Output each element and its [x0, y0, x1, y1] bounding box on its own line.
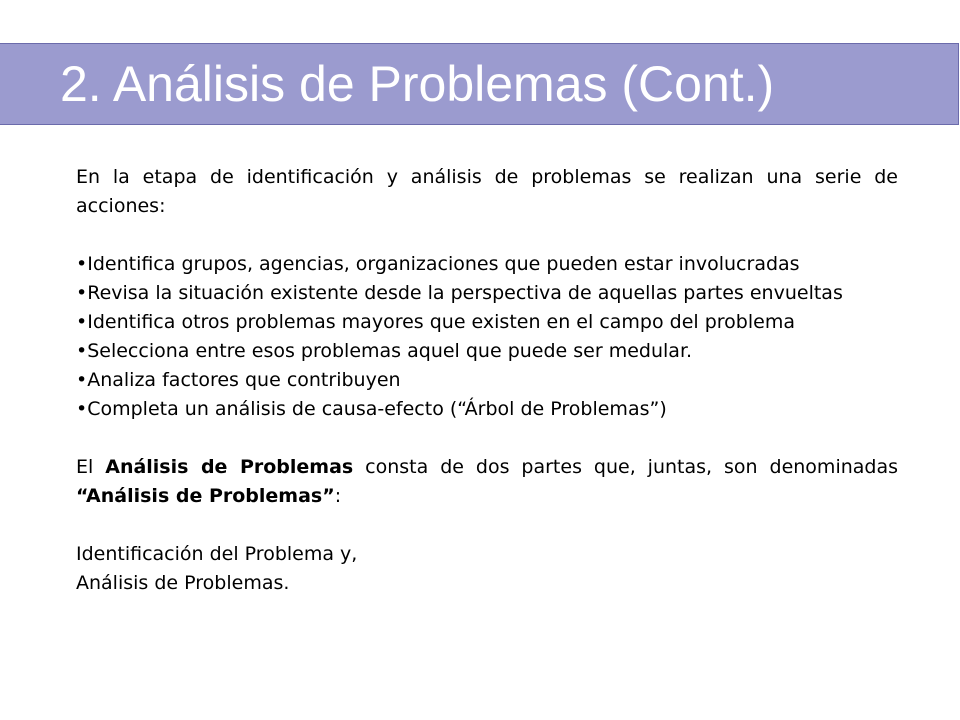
part-line: Análisis de Problemas. — [76, 572, 290, 594]
bullet-text: Identifica grupos, agencias, organizaciones que pueden estar involucradas — [87, 253, 800, 275]
intro-paragraph: En la etapa de identificación y análisis de problemas se realizan una serie de acciones: — [76, 166, 898, 217]
spacer — [76, 424, 898, 453]
bullet-item — [76, 250, 898, 279]
bullet-text: Selecciona entre esos problemas aquel que puede ser medular. — [87, 340, 693, 362]
bullet-text: Analiza factores que contribuyen — [87, 369, 401, 391]
summary-bold-quote: “Análisis de Problemas” — [76, 485, 335, 507]
slide-body — [76, 163, 898, 598]
summary-text: consta de dos partes que, juntas, son denominadas — [353, 456, 899, 478]
part-line: Identificación del Problema y, — [76, 543, 358, 565]
bullet-item — [76, 308, 898, 337]
bullet-item — [76, 279, 898, 308]
bullet-text: Completa un análisis de causa-efecto (“Árbol de Problemas”) — [87, 398, 667, 420]
slide-title: 2. Análisis de Problemas (Cont.) — [60, 56, 775, 112]
bullet-text: Revisa la situación existente desde la perspectiva de aquellas partes envueltas — [87, 282, 843, 304]
summary-bold-term: Análisis de Problemas — [105, 456, 354, 478]
summary-paragraph — [76, 453, 898, 511]
spacer — [76, 511, 898, 540]
summary-text: El — [76, 456, 106, 478]
bullet-text: Identifica otros problemas mayores que existen en el campo del problema — [87, 311, 795, 333]
spacer — [76, 221, 898, 250]
bullet-item — [76, 337, 898, 366]
title-bar — [0, 43, 959, 125]
summary-text: : — [334, 485, 342, 507]
bullet-item — [76, 395, 898, 424]
bullet-item — [76, 366, 898, 395]
